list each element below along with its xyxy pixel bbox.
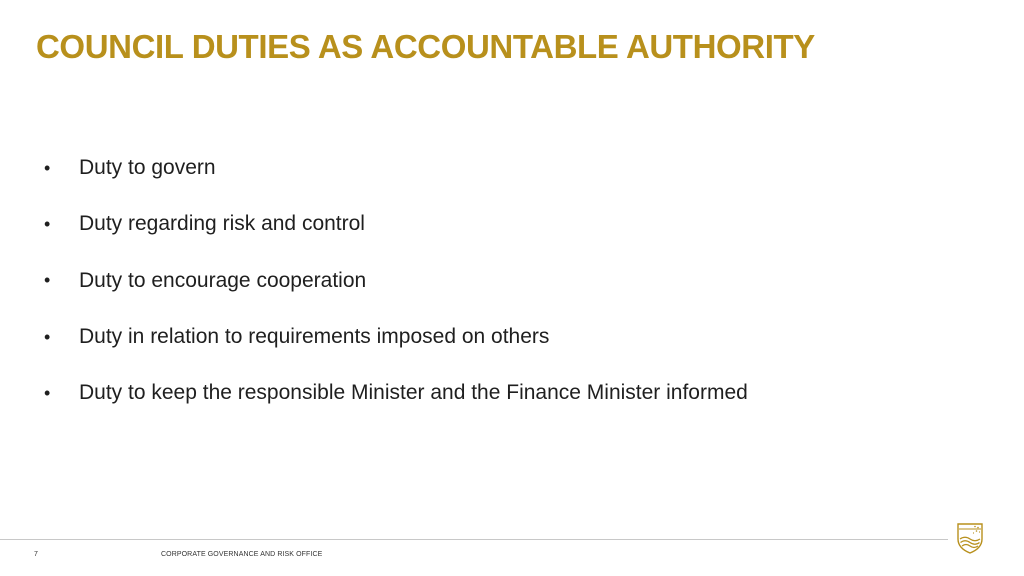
bullet-item bbox=[44, 196, 748, 252]
bullet-marker: • bbox=[44, 213, 51, 234]
bullet-list bbox=[44, 140, 748, 421]
bullet-item bbox=[44, 253, 748, 309]
bullet-item bbox=[44, 309, 748, 365]
bullet-marker: • bbox=[44, 326, 51, 347]
bullet-marker: • bbox=[44, 270, 51, 291]
slide-title: COUNCIL DUTIES AS ACCOUNTABLE AUTHORITY bbox=[36, 28, 815, 65]
bullet-marker: • bbox=[44, 382, 51, 403]
bullet-text: Duty in relation to requirements imposed on others bbox=[79, 325, 550, 349]
bullet-marker: • bbox=[44, 157, 51, 178]
bullet-text: Duty regarding risk and control bbox=[79, 212, 365, 236]
bullet-item bbox=[44, 365, 748, 421]
bullet-text: Duty to encourage cooperation bbox=[79, 268, 367, 292]
university-crest-icon bbox=[955, 522, 985, 554]
footer-divider bbox=[0, 539, 948, 540]
page-number: 7 bbox=[34, 551, 38, 558]
footer-office-name: CORPORATE GOVERNANCE AND RISK OFFICE bbox=[161, 551, 323, 558]
bullet-item bbox=[44, 140, 748, 196]
bullet-text: Duty to keep the responsible Minister and the Finance Minister informed bbox=[79, 381, 748, 405]
bullet-text: Duty to govern bbox=[79, 156, 216, 180]
